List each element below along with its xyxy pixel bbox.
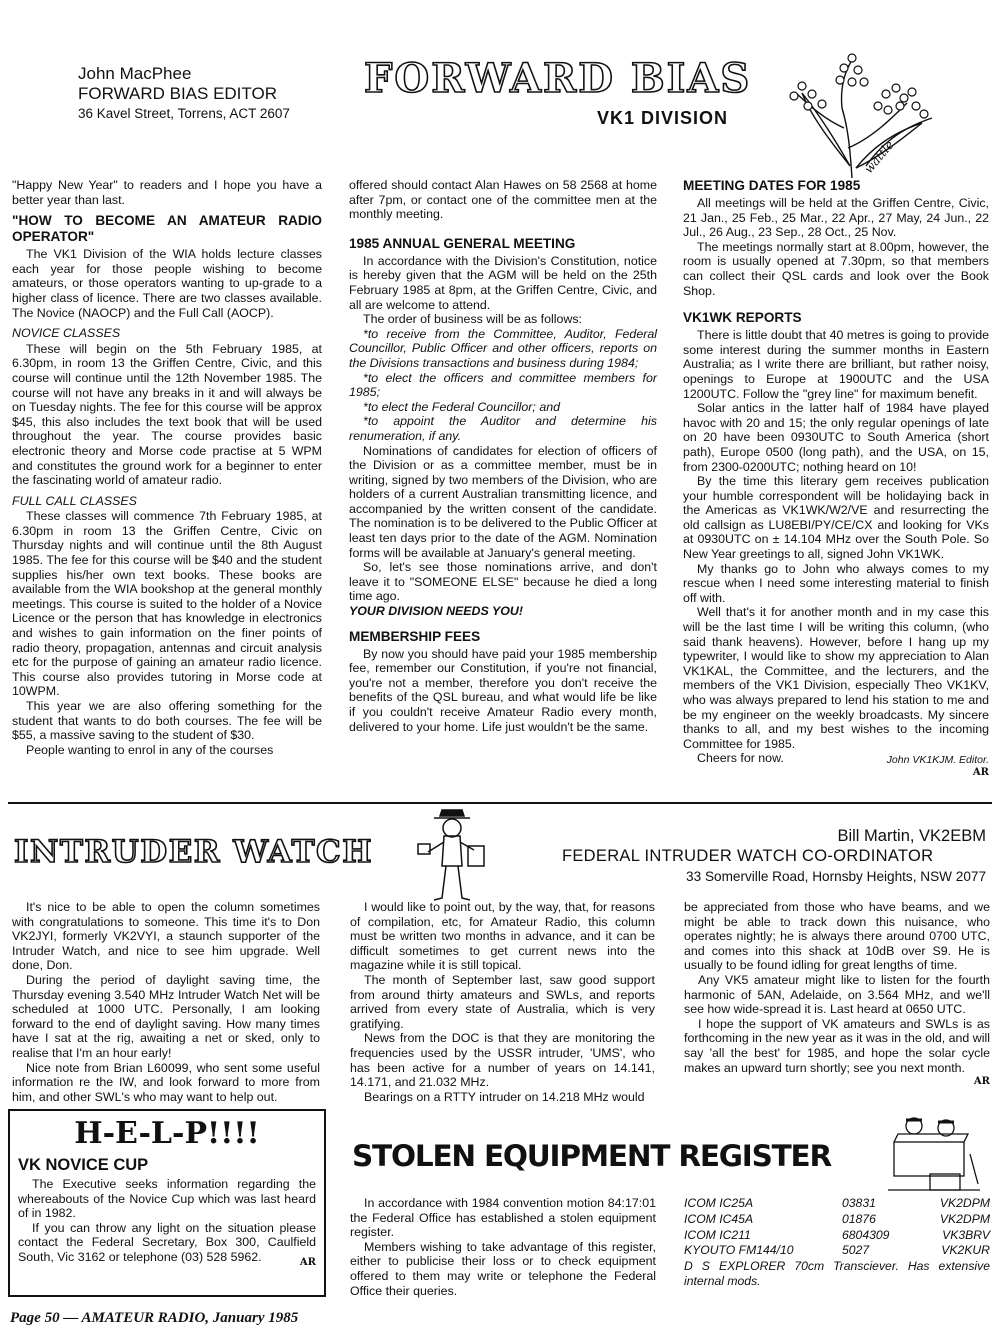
item-model: ICOM IC25A <box>684 1196 754 1210</box>
item-model: ICOM IC45A <box>684 1211 754 1226</box>
meeting-dates-heading: MEETING DATES FOR 1985 <box>683 178 861 193</box>
forward-bias-banner: FORWARD BIAS <box>364 55 752 102</box>
item-serial: 03831 <box>842 1196 876 1210</box>
item-callsign: VK3BRV <box>942 1227 990 1242</box>
intruder-paragraph-6: News from the DOC is that they are monitoring the frequencies used by the USSR intruder, 'UMS', who has been active for a number of years on 14.141, 14.171, and 21.032 MHz. <box>350 1031 655 1090</box>
forward-bias-column-2 <box>349 178 657 734</box>
table-row <box>684 1212 990 1228</box>
item-model: ICOM IC211 <box>684 1227 751 1242</box>
agm-paragraph: In accordance with the Division's Constitution, notice is hereby given that the AGM will be held on the 25th February 1985 at 8pm, at the Griffen Centre, Civic, and all are welcome to attend. <box>349 253 657 312</box>
membership-paragraph: By now you should have paid your 1985 membership fee, remember our Constitution, if you're not financial, you're not a member, therefore you don't receive the benefits of the QSL bureau, and what would life be like if you couldn't receive Amateur Radio every month, delivered to your home. Life just wouldn't be the same. <box>349 646 657 734</box>
help-title: H-E-L-P!!!! <box>74 1116 260 1151</box>
agm-item-1: *to receive from the Committee, Auditor, Federal Councillor, Public Officer and other officers, reports on the Divisions transactions and business during 1984; <box>349 326 657 370</box>
intruder-column-2 <box>350 900 655 1104</box>
item-callsign: VK2KUR <box>941 1243 990 1258</box>
division-label: VK1 DIVISION <box>597 108 729 128</box>
someone-else-paragraph: So, let's see those nominations arrive, and don't leave it to "SOMEONE ELSE" because he died a long time ago. <box>349 560 657 604</box>
vk1wk-paragraph-5: Well that's it for another month and in my case this will be the last time I will be writing this column, (who said thank heavens). However, before I hang up my typewriter, I would like to show my appreciation to Alan VK1KAL, the Committee, and the lecturers, and the members of the VK1 Division, especially Theo VK1KV, who was always prepared to lend his station to me and be my engineer on the weekly broadcasts. My sincere thanks to all, and my best wishes to the incoming Committee for 1985. <box>683 605 989 751</box>
intruder-paragraph-5: The month of September last, saw good support from around thirty amateurs and SWLs, and reports arrived from every state of Australia, which is very gratifying. <box>350 972 655 1031</box>
intruder-paragraph-7: Bearings on a RTTY intruder on 14.218 MHz would <box>364 1089 645 1104</box>
division-needs-you: YOUR DIVISION NEEDS YOU! <box>349 604 523 619</box>
vk1wk-paragraph-1: There is little doubt that 40 metres is going to provide some interest during the summer months in Eastern Australia; as I write there are brilliant, but rather noisy, openings to Europe at 1900UTC and the USA 1200UTC. Follow the "grey line" for maximum benefit. <box>683 328 989 401</box>
item-callsign: VK2DPM <box>939 1211 990 1226</box>
forward-bias-column-1 <box>12 178 322 757</box>
editor-address: 36 Kavel Street, Torrens, ACT 2607 <box>78 106 290 121</box>
order-paragraph: The order of business will be as follows: <box>363 312 583 327</box>
cheers-line: Cheers for now. <box>697 751 784 766</box>
editor-name: John MacPhee <box>78 64 192 83</box>
intro-paragraph: "Happy New Year" to readers and I hope you have a better year than last. <box>12 178 322 207</box>
intruder-paragraph-9: Any VK5 amateur might like to listen for the fourth harmonic of 5AN, Adelaide, on 3.564 MHz, and we'll see how wide-spread it is. Last heard at 0650 UTC. <box>684 972 990 1017</box>
stolen-items-table <box>684 1196 990 1259</box>
help-subtitle: VK NOVICE CUP <box>18 1156 149 1174</box>
thief-cartoon-illustration <box>884 1114 984 1198</box>
stolen-paragraph-1: In accordance with 1984 convention motion 84:17:01 the Federal Office has established a stolen equipment register. <box>350 1196 656 1240</box>
novice-heading: NOVICE CLASSES <box>12 326 121 341</box>
full-call-heading: FULL CALL CLASSES <box>12 493 137 508</box>
man-with-radio-illustration <box>412 806 492 904</box>
agm-item-2: *to elect the officers and committee members for 1985; <box>349 370 657 400</box>
stolen-register-text <box>350 1196 656 1298</box>
intruder-paragraph-4: I would like to point out, by the way, that, for reasons of compilation, etc, for Amateur Radio, this column must be written two months in advance, and it can be difficult sometimes to get current news into the magazine while it is still topical. <box>350 900 655 973</box>
item-serial: 6804309 <box>842 1227 890 1242</box>
help-paragraph-2: If you can throw any light on the situation please contact the Federal Secretary, Box 300, Caulfield South, Vic 3162 or telephone (03) 528 5962. <box>18 1220 316 1264</box>
meeting-start-paragraph: The meetings normally start at 8.00pm, however, the room is usually opened at 7.30pm, so that members can collect their QSL cards and look over the Book Shop. <box>683 239 989 298</box>
intruder-paragraph-3: Nice note from Brian L60099, who sent some useful information re the IW, and look forward to more from him, and other SWL's who may want to help out. <box>12 1060 320 1104</box>
table-row <box>684 1243 990 1259</box>
help-paragraph-1: The Executive seeks information regarding the whereabouts of the Novice Cup which was last heard of in 1982. <box>18 1177 316 1221</box>
intruder-watch-banner: INTRUDER WATCH <box>14 834 373 870</box>
stolen-register-list <box>684 1196 990 1289</box>
table-row <box>684 1228 990 1244</box>
help-end-mark: AR <box>299 1256 316 1268</box>
vk1wk-paragraph-3: By the time this literary gem receives publication your humble correspondent will be holidaying back in the Americas as VK1WK/W2/VE and resurrecting the old callsign as LU8EBI/PY/CE/CX and looking for VKs at 0930UTC on ± 14.104 MHz over the South Pole. So New Year greetings to all, signed John VK1WK. <box>683 474 989 562</box>
intruder-end-mark: AR <box>973 1076 990 1088</box>
intruder-author-block <box>540 826 986 887</box>
item-serial: 01876 <box>842 1211 876 1226</box>
full-call-paragraph: These classes will commence 7th February 1985, at 6.30pm in room 13 the Griffen Centre, Civic on Thursday nights and will continue until the 8th August 1985. The fee for this course will be $40 and the student supplies his/her own text books. These books are available from the WIA bookshop at the general monthly meetings. This course is suited to the holder of a Novice Licence or the person that has knowledge in electronics and wishes to gain information on the finer points of radio theory, propagation, antennas and circuit analysis etc for the purpose of gaining an amateur radio licence. This course also provides tutoring in Morse code at 10WPM. <box>12 509 322 699</box>
wattle-illustration <box>782 48 942 180</box>
section-divider <box>8 802 992 804</box>
intruder-paragraph-8: be appreciated from those who have beams, and we might be able to track down this nuisance, who operates nightly; he is always there around 0700 UTC, and comes into this shack at 10dB over S9. He is usually to be found idling for great lengths of time. <box>684 900 990 973</box>
editor-block <box>78 64 338 124</box>
how-paragraph: The VK1 Division of the WIA holds lecture classes each year for those people wishing to become amateurs, or those operators wanting to up-grade to a higher class of licence. There are two classes available. The Novice (NAOCP) and the Full Call (AOCP). <box>12 247 322 320</box>
both-courses-paragraph: This year we are also offering something for the student that wants to do both courses. The fee will be $55, a massive saving to the student of $30. <box>12 699 322 743</box>
vk1wk-heading: VK1WK REPORTS <box>683 310 802 326</box>
wattle-label: wattle <box>861 137 897 177</box>
intruder-column-3 <box>684 900 990 1090</box>
stolen-paragraph-2: Members wishing to take advantage of this register, either to publicise their loss or to check equipment offered to them may write or telephone the Federal Office their queries. <box>350 1239 656 1298</box>
editor-title: FORWARD BIAS EDITOR <box>78 84 277 103</box>
agm-item-4: *to appoint the Auditor and determine his renumeration, if any. <box>349 414 657 443</box>
contact-paragraph: offered should contact Alan Hawes on 58 2568 at home after 7pm, or contact one of the committee men at the monthly meeting. <box>349 178 657 222</box>
meeting-dates-paragraph: All meetings will be held at the Griffen Centre, Civic, 21 Jan., 25 Feb., 25 Mar., 22 Apr., 27 May, 24 Jun., 22 Jul., 26 Aug., 23 Sep., 28 Oct., 25 Nov. <box>683 196 989 240</box>
agm-heading: 1985 ANNUAL GENERAL MEETING <box>349 235 576 251</box>
page-footer: Page 50 — AMATEUR RADIO, January 1985 <box>10 1310 299 1326</box>
novice-paragraph: These will begin on the 5th February 1985, at 6.30pm, in room 13 the Griffen Centre, Civic, and this course will continue until the 12th November 1985. The course will not have any breaks in it and will always be on Tuesday nights. The fee for this course will be approx $45, this also includes the text book that will be used throughout the year. The course provides basic electronic theory and Morse code practise at 5 WPM and constitutes the ground work for a beginner to enter the fascinating world of amateur radio. <box>12 341 322 488</box>
help-box <box>8 1109 326 1297</box>
membership-heading: MEMBERSHIP FEES <box>349 628 481 644</box>
forward-bias-column-3 <box>683 178 989 781</box>
item-callsign: VK2DPM <box>939 1196 990 1210</box>
intruder-paragraph-10: I hope the support of VK amateurs and SWLs is as forthcoming in the new year as it was in the old, and will say 'all the best' for 1985, and hope the solar cycle makes an upward turn shortly; see you next month. <box>684 1016 990 1075</box>
vk1wk-paragraph-4: My thanks go to John who always comes to my rescue when I need some interesting material to finish off with. <box>683 561 989 605</box>
vk1wk-paragraph-2: Solar antics in the latter half of 1984 have played havoc with 20 and 15; the only regular openings of late on 20 have been 0930UTC to South America (short path), Europe 0500 (long path), and the USA, on 15, from 2300-0200UTC; nothing heard on 10! <box>683 401 989 474</box>
author-address: 33 Somerville Road, Hornsby Heights, NSW 2077 <box>686 869 986 884</box>
enrol-paragraph: People wanting to enrol in any of the courses <box>26 742 274 757</box>
intruder-paragraph-1: It's nice to be able to open the column sometimes with congratulations to someone. This time it's to Don VK2JYI, formerly VK2VYI, a staunch supporter of the Intruder Watch, and nice to see him upgrade. Well done, Don. <box>12 900 320 973</box>
item-model: KYOUTO FM144/10 <box>684 1243 794 1258</box>
editor-signature: John VK1KJM. Editor. <box>886 754 989 767</box>
how-heading: "HOW TO BECOME AN AMATEUR RADIO OPERATOR" <box>12 213 322 245</box>
table-row <box>684 1196 990 1212</box>
item-serial: 5027 <box>842 1243 870 1258</box>
intruder-paragraph-2: During the period of daylight saving time, the Thursday evening 3.540 MHz Intruder Watch Net will be scheduled at 1000 UTC. Personally, I am looking forward to the end of daylight saving. How many times have I sat at the rig, awaiting a net or sked, only to realise that I'm an hour early! <box>12 972 320 1060</box>
end-mark: AR <box>972 767 989 779</box>
author-title: FEDERAL INTRUDER WATCH CO-ORDINATOR <box>562 847 934 865</box>
author-name: Bill Martin, VK2EBM <box>837 827 986 845</box>
nominations-paragraph: Nominations of candidates for election of officers of the Division or as a committee member, must be in writing, signed by two members of the Division, who are holders of a current Australian transmitting licence, and accompanied by the written consent of the candidate. The nomination is to be delivered to the Public Officer at least ten days prior to the date of the AGM. Nomination forms will be available at January's general meeting. <box>349 443 657 560</box>
stolen-register-title: STOLEN EQUIPMENT REGISTER <box>352 1139 832 1173</box>
stolen-extra-item: D S EXPLORER 70cm Transciever. Has extensive internal mods. <box>684 1259 990 1288</box>
intruder-column-1 <box>12 900 320 1104</box>
agm-item-3: *to elect the Federal Councillor; and <box>363 399 560 414</box>
